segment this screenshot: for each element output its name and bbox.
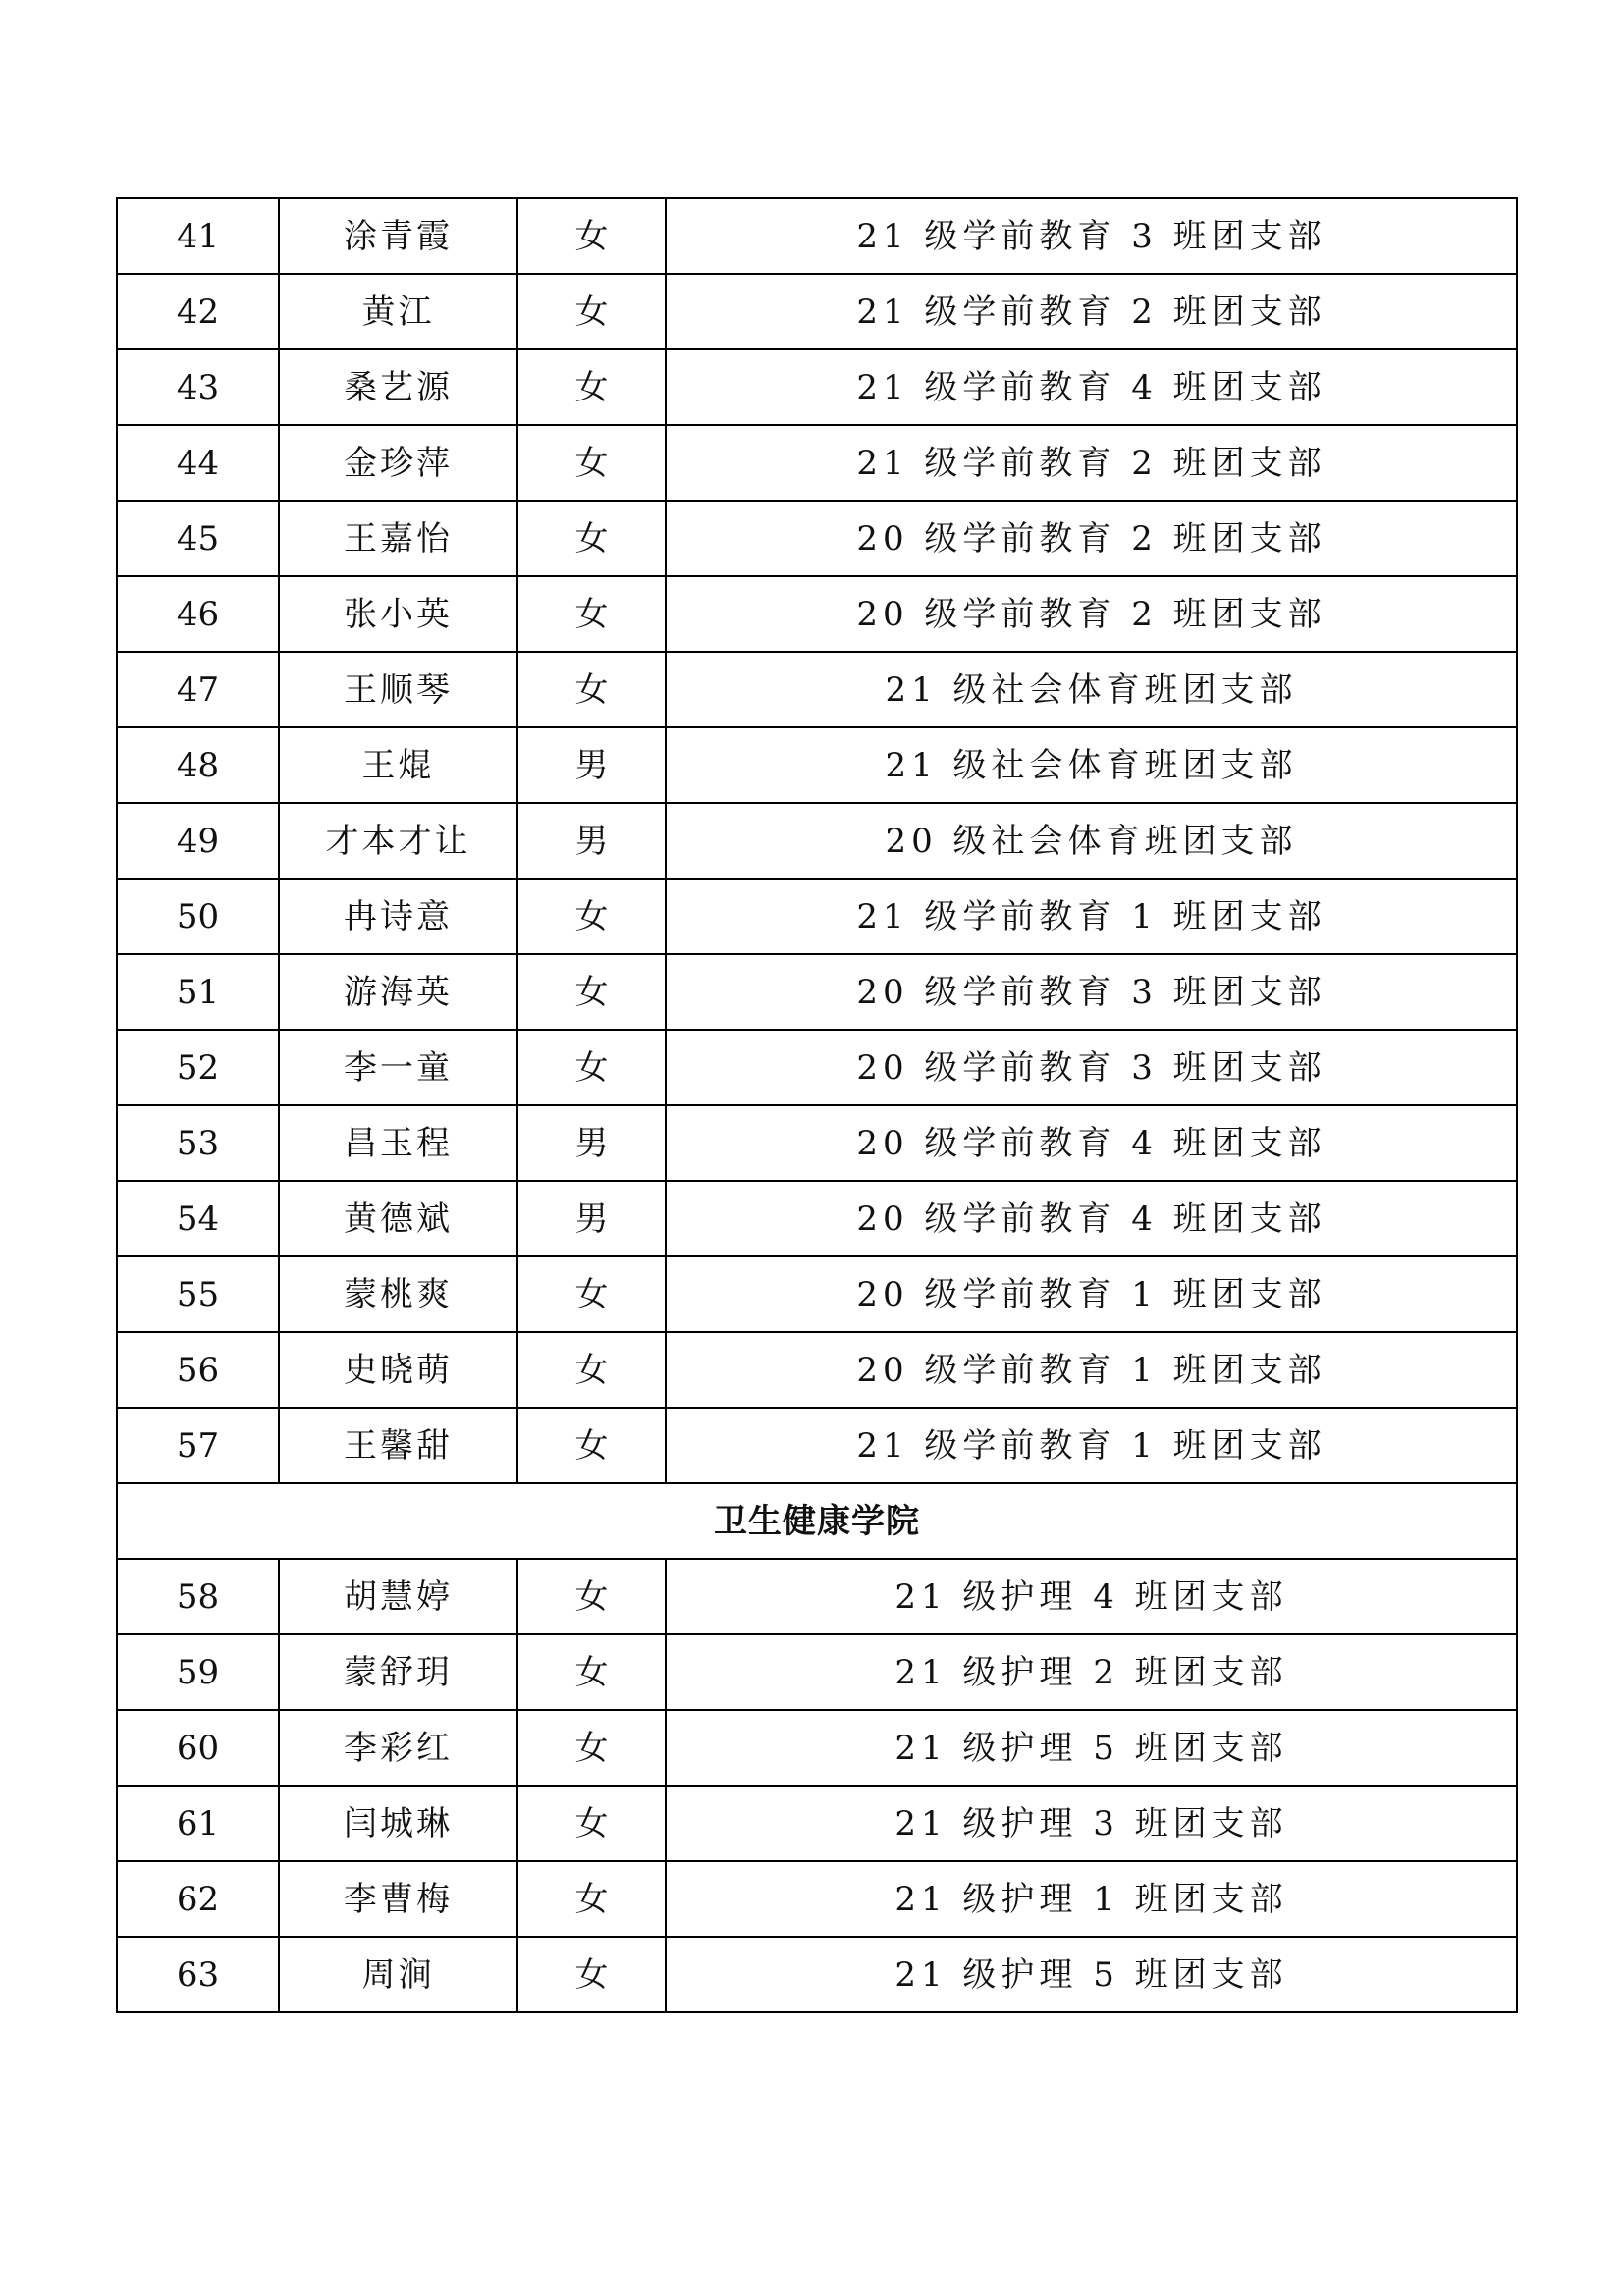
table-row (117, 879, 1517, 954)
member-gender: 女 (517, 1332, 666, 1408)
table-row (117, 803, 1517, 879)
member-name: 王嘉怡 (279, 501, 517, 576)
table-row (117, 1861, 1517, 1937)
member-name: 李彩红 (279, 1710, 517, 1786)
row-number: 46 (117, 576, 279, 652)
league-branch: 21 级社会体育班团支部 (666, 727, 1517, 803)
league-branch: 21 级社会体育班团支部 (666, 652, 1517, 727)
member-gender: 女 (517, 1937, 666, 2012)
member-name: 游海英 (279, 954, 517, 1030)
league-branch: 20 级学前教育 1 班团支部 (666, 1256, 1517, 1332)
row-number: 61 (117, 1786, 279, 1861)
league-branch: 21 级学前教育 3 班团支部 (666, 198, 1517, 274)
row-number: 48 (117, 727, 279, 803)
member-name: 闫城琳 (279, 1786, 517, 1861)
row-number: 63 (117, 1937, 279, 2012)
member-name: 昌玉程 (279, 1105, 517, 1181)
table-row (117, 1181, 1517, 1256)
league-branch: 20 级学前教育 1 班团支部 (666, 1332, 1517, 1408)
member-name: 周涧 (279, 1937, 517, 2012)
table-row (117, 349, 1517, 425)
table-row (117, 1559, 1517, 1634)
member-name: 黄德斌 (279, 1181, 517, 1256)
league-branch: 21 级学前教育 2 班团支部 (666, 274, 1517, 349)
member-roster-table (116, 197, 1518, 2013)
section-header: 卫生健康学院 (117, 1483, 1517, 1559)
league-branch: 20 级学前教育 2 班团支部 (666, 501, 1517, 576)
member-gender: 女 (517, 1786, 666, 1861)
table-row (117, 1332, 1517, 1408)
member-gender: 女 (517, 652, 666, 727)
member-name: 桑艺源 (279, 349, 517, 425)
member-gender: 男 (517, 803, 666, 879)
row-number: 44 (117, 425, 279, 501)
section-row (117, 1483, 1517, 1559)
member-gender: 女 (517, 274, 666, 349)
table-row (117, 198, 1517, 274)
member-gender: 女 (517, 954, 666, 1030)
member-gender: 女 (517, 501, 666, 576)
member-name: 王焜 (279, 727, 517, 803)
member-gender: 女 (517, 1861, 666, 1937)
league-branch: 20 级学前教育 2 班团支部 (666, 576, 1517, 652)
row-number: 55 (117, 1256, 279, 1332)
member-name: 李一童 (279, 1030, 517, 1105)
member-gender: 男 (517, 727, 666, 803)
member-name: 张小英 (279, 576, 517, 652)
league-branch: 20 级学前教育 3 班团支部 (666, 1030, 1517, 1105)
table-row (117, 652, 1517, 727)
table-row (117, 1937, 1517, 2012)
table-row (117, 1408, 1517, 1483)
league-branch: 21 级学前教育 4 班团支部 (666, 349, 1517, 425)
member-name: 蒙舒玥 (279, 1634, 517, 1710)
member-gender: 男 (517, 1105, 666, 1181)
member-gender: 女 (517, 198, 666, 274)
table-row (117, 501, 1517, 576)
league-branch: 20 级学前教育 3 班团支部 (666, 954, 1517, 1030)
league-branch: 20 级学前教育 4 班团支部 (666, 1105, 1517, 1181)
member-gender: 女 (517, 1634, 666, 1710)
member-name: 胡慧婷 (279, 1559, 517, 1634)
league-branch: 21 级护理 5 班团支部 (666, 1937, 1517, 2012)
member-name: 才本才让 (279, 803, 517, 879)
member-gender: 女 (517, 1710, 666, 1786)
league-branch: 21 级护理 5 班团支部 (666, 1710, 1517, 1786)
row-number: 42 (117, 274, 279, 349)
member-gender: 女 (517, 1408, 666, 1483)
row-number: 57 (117, 1408, 279, 1483)
league-branch: 21 级护理 3 班团支部 (666, 1786, 1517, 1861)
member-name: 李曹梅 (279, 1861, 517, 1937)
member-name: 涂青霞 (279, 198, 517, 274)
table-row (117, 1030, 1517, 1105)
row-number: 45 (117, 501, 279, 576)
row-number: 43 (117, 349, 279, 425)
roster-body (117, 198, 1517, 2012)
row-number: 58 (117, 1559, 279, 1634)
table-row (117, 954, 1517, 1030)
league-branch: 21 级护理 2 班团支部 (666, 1634, 1517, 1710)
member-gender: 女 (517, 1559, 666, 1634)
table-row (117, 1710, 1517, 1786)
table-row (117, 1634, 1517, 1710)
league-branch: 21 级护理 4 班团支部 (666, 1559, 1517, 1634)
member-name: 王馨甜 (279, 1408, 517, 1483)
row-number: 62 (117, 1861, 279, 1937)
row-number: 49 (117, 803, 279, 879)
league-branch: 20 级社会体育班团支部 (666, 803, 1517, 879)
member-name: 王顺琴 (279, 652, 517, 727)
member-gender: 女 (517, 349, 666, 425)
member-gender: 女 (517, 576, 666, 652)
table-row (117, 1786, 1517, 1861)
row-number: 51 (117, 954, 279, 1030)
member-gender: 女 (517, 1256, 666, 1332)
member-name: 黄江 (279, 274, 517, 349)
league-branch: 20 级学前教育 4 班团支部 (666, 1181, 1517, 1256)
member-gender: 女 (517, 879, 666, 954)
member-name: 蒙桃爽 (279, 1256, 517, 1332)
table-row (117, 274, 1517, 349)
member-gender: 女 (517, 425, 666, 501)
table-row (117, 425, 1517, 501)
member-name: 冉诗意 (279, 879, 517, 954)
member-name: 史晓萌 (279, 1332, 517, 1408)
row-number: 41 (117, 198, 279, 274)
row-number: 53 (117, 1105, 279, 1181)
league-branch: 21 级学前教育 1 班团支部 (666, 1408, 1517, 1483)
table-row (117, 1105, 1517, 1181)
league-branch: 21 级护理 1 班团支部 (666, 1861, 1517, 1937)
row-number: 47 (117, 652, 279, 727)
member-gender: 男 (517, 1181, 666, 1256)
league-branch: 21 级学前教育 2 班团支部 (666, 425, 1517, 501)
row-number: 60 (117, 1710, 279, 1786)
row-number: 56 (117, 1332, 279, 1408)
league-branch: 21 级学前教育 1 班团支部 (666, 879, 1517, 954)
table-row (117, 576, 1517, 652)
table-row (117, 1256, 1517, 1332)
member-gender: 女 (517, 1030, 666, 1105)
row-number: 54 (117, 1181, 279, 1256)
table-row (117, 727, 1517, 803)
row-number: 52 (117, 1030, 279, 1105)
member-name: 金珍萍 (279, 425, 517, 501)
row-number: 59 (117, 1634, 279, 1710)
row-number: 50 (117, 879, 279, 954)
